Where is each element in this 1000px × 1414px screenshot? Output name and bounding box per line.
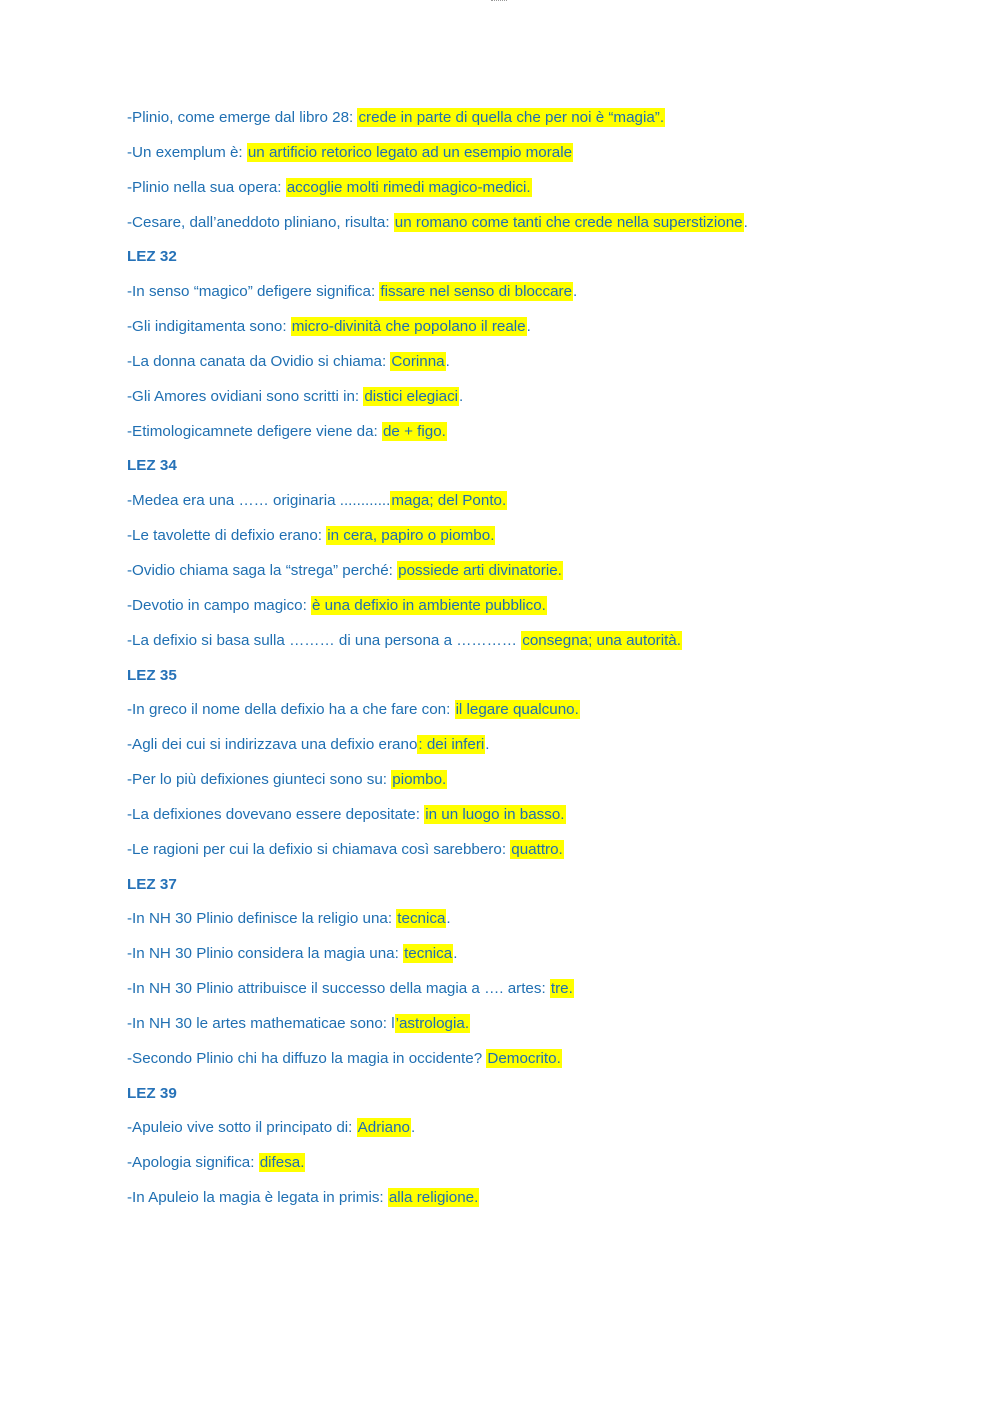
- question-text: -La defixio si basa sulla ……… di una persona a …………: [127, 631, 522, 649]
- question-text: -Le ragioni per cui la defixio si chiamava così sarebbero:: [127, 840, 511, 858]
- question-line: [127, 733, 887, 768]
- document-body: [127, 106, 887, 1221]
- question-text: -In NH 30 Plinio considera la magia una:: [127, 945, 404, 963]
- question-text: -Plinio, come emerge dal libro 28:: [127, 109, 358, 126]
- question-line: [127, 803, 887, 838]
- highlighted-answer: tecnica: [404, 945, 453, 963]
- highlighted-answer: è una defixio in ambiente pubblico.: [312, 596, 546, 614]
- trailing-punctuation: .: [526, 318, 531, 336]
- question-line: [127, 211, 887, 246]
- section-heading: LEZ 32: [127, 248, 177, 266]
- trailing-punctuation: .: [453, 945, 458, 963]
- question-line: [127, 1047, 887, 1082]
- question-text: -Apuleio vive sotto il principato di:: [127, 1119, 357, 1137]
- highlighted-answer: difesa.: [259, 1154, 305, 1172]
- highlighted-answer: tecnica: [397, 910, 446, 928]
- question-text: -Etimologicamnete defigere viene da:: [127, 422, 382, 440]
- highlighted-answer: maga; del Ponto.: [391, 492, 507, 510]
- question-text: -In NH 30 le artes mathematicae sono: l: [127, 1014, 395, 1032]
- question-line: [127, 420, 887, 455]
- question-line: [127, 698, 887, 733]
- question-text: -Devotio in campo magico:: [127, 596, 312, 614]
- question-line: [127, 1116, 887, 1151]
- highlighted-answer: consegna; una autorità.: [522, 631, 681, 649]
- question-line: [127, 977, 887, 1012]
- question-line: [127, 559, 887, 594]
- highlighted-answer: tre.: [550, 980, 573, 998]
- trailing-punctuation: .: [445, 352, 450, 370]
- question-line: [127, 315, 887, 350]
- question-line: [127, 176, 887, 211]
- highlighted-answer: in cera, papiro o piombo.: [327, 527, 495, 545]
- question-line: [127, 629, 887, 664]
- question-text: -In NH 30 Plinio attribuisce il successo della magia a …. artes:: [127, 980, 550, 998]
- question-line: [127, 280, 887, 315]
- question-text: -Ovidio chiama saga la “strega” perché:: [127, 561, 398, 579]
- highlighted-answer: possiede arti divinatorie.: [398, 561, 562, 579]
- highlighted-answer: alla religione.: [388, 1189, 479, 1207]
- trailing-punctuation: .: [459, 387, 464, 405]
- question-text: -In NH 30 Plinio definisce la religio una:: [127, 910, 397, 928]
- question-text: -In Apuleio la magia è legata in primis:: [127, 1189, 388, 1207]
- question-line: [127, 1151, 887, 1186]
- question-text: -Plinio nella sua opera:: [127, 178, 286, 196]
- question-text: -La donna canata da Ovidio si chiama:: [127, 352, 391, 370]
- question-text: -Per lo più defixiones giunteci sono su:: [127, 771, 392, 789]
- trailing-punctuation: .: [573, 283, 578, 301]
- highlighted-answer: un artificio retorico legato ad un esempio morale: [247, 143, 573, 161]
- question-text: -In greco il nome della defixio ha a che fare con:: [127, 701, 455, 719]
- highlighted-answer: crede in parte di quella che per noi è “magia”.: [358, 109, 665, 126]
- trailing-punctuation: .: [410, 1119, 416, 1137]
- highlighted-answer: accoglie molti rimedi magico-medici.: [286, 178, 531, 196]
- question-line: [127, 1012, 887, 1047]
- highlighted-answer: fissare nel senso di bloccare: [380, 283, 573, 301]
- question-text: -La defixiones dovevano essere depositate:: [127, 805, 425, 823]
- highlighted-answer: quattro.: [511, 840, 563, 858]
- highlighted-answer: : dei inferi: [418, 736, 485, 754]
- question-line: [127, 594, 887, 629]
- highlighted-answer: il legare qualcuno.: [455, 701, 579, 719]
- highlighted-answer: micro-divinità che popolano il reale: [291, 318, 526, 336]
- highlighted-answer: piombo.: [392, 771, 447, 789]
- question-line: [127, 489, 887, 524]
- question-text: -Medea era una …… originaria ............: [127, 492, 391, 510]
- question-line: [127, 907, 887, 942]
- trailing-punctuation: .: [485, 736, 490, 754]
- question-line: [127, 141, 887, 176]
- highlighted-answer: un romano come tanti che crede nella superstizione: [394, 213, 743, 231]
- question-line: [127, 524, 887, 559]
- trailing-punctuation: .: [743, 213, 748, 231]
- question-text: -Le tavolette di defixio erano:: [127, 527, 327, 545]
- question-text: -Cesare, dall’aneddoto pliniano, risulta:: [127, 213, 394, 231]
- highlighted-answer: Democrito.: [487, 1049, 561, 1067]
- question-text: -Agli dei cui si indirizzava una defixio erano: [127, 736, 418, 754]
- question-text: -Secondo Plinio chi ha diffuzo la magia in occidente?: [127, 1049, 487, 1067]
- question-line: [127, 106, 887, 141]
- highlighted-answer: ’astrologia.: [395, 1014, 470, 1032]
- section-heading: LEZ 39: [127, 1084, 177, 1102]
- question-text: -Un exemplum è:: [127, 143, 247, 161]
- question-line: [127, 350, 887, 385]
- section-heading: LEZ 34: [127, 457, 177, 475]
- question-line: [127, 768, 887, 803]
- question-line: [127, 385, 887, 420]
- question-text: -In senso “magico” defigere significa:: [127, 283, 380, 301]
- page-top-mark: [491, 0, 507, 3]
- question-text: -Apologia significa:: [127, 1154, 259, 1172]
- question-text: -Gli Amores ovidiani sono scritti in:: [127, 387, 364, 405]
- highlighted-answer: Adriano: [357, 1119, 410, 1137]
- question-line: [127, 838, 887, 873]
- question-line: [127, 1186, 887, 1221]
- trailing-punctuation: .: [446, 910, 451, 928]
- highlighted-answer: in un luogo in basso.: [425, 805, 565, 823]
- section-heading: LEZ 35: [127, 666, 177, 684]
- highlighted-answer: Corinna: [391, 352, 445, 370]
- highlighted-answer: de + figo.: [382, 422, 446, 440]
- section-heading: LEZ 37: [127, 875, 177, 893]
- highlighted-answer: distici elegiaci: [364, 387, 459, 405]
- question-text: -Gli indigitamenta sono:: [127, 318, 291, 336]
- question-line: [127, 942, 887, 977]
